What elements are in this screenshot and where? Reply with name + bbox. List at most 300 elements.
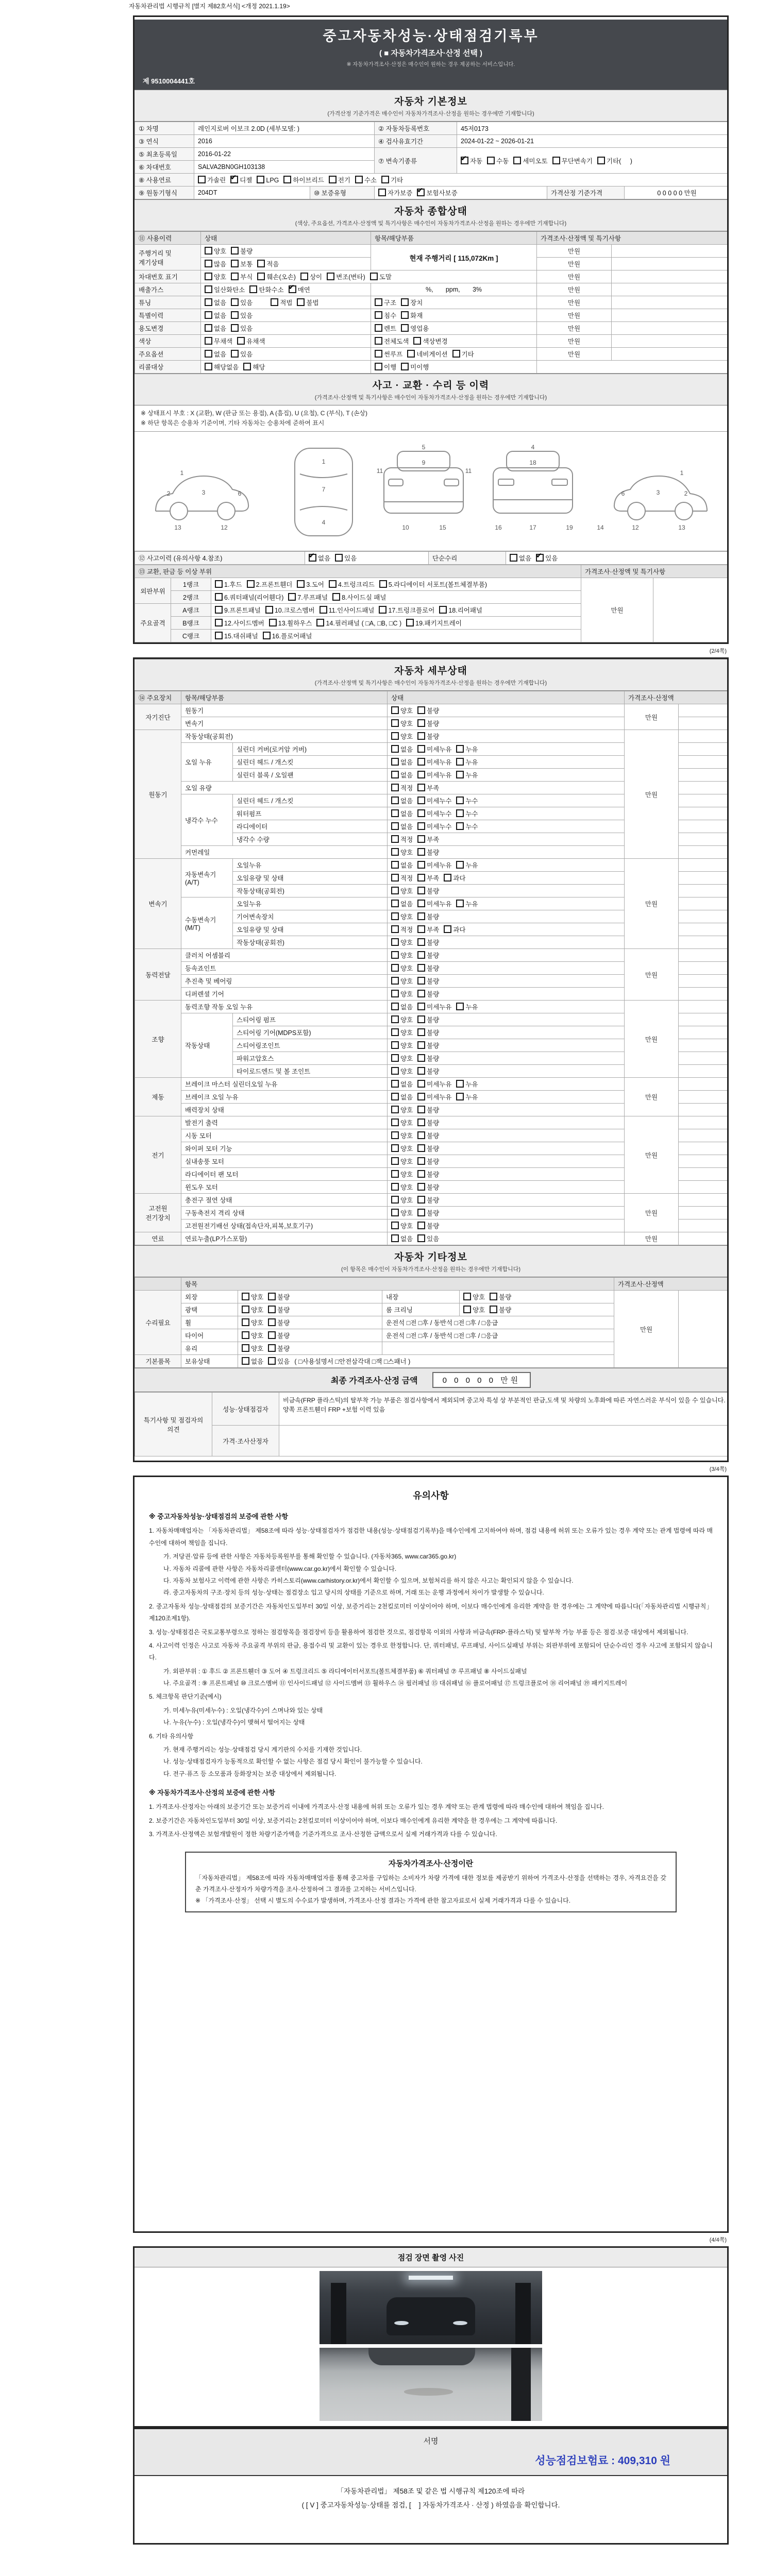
checkbox-option[interactable] xyxy=(391,720,413,727)
checkbox-icon[interactable] xyxy=(391,809,399,817)
checkbox-group[interactable] xyxy=(201,283,371,296)
checkbox-icon[interactable] xyxy=(391,1067,399,1075)
checkbox-icon[interactable] xyxy=(456,1080,464,1088)
checkbox-option[interactable] xyxy=(391,1235,413,1243)
checkbox-option[interactable] xyxy=(417,1132,439,1140)
checkbox-option[interactable] xyxy=(268,1332,290,1340)
checkbox-option[interactable] xyxy=(417,991,439,998)
checkbox-icon[interactable] xyxy=(417,809,425,817)
checkbox-icon[interactable] xyxy=(205,273,212,280)
checkbox-icon[interactable] xyxy=(243,363,251,370)
checkbox-icon[interactable] xyxy=(417,1080,425,1088)
checkbox-option[interactable] xyxy=(417,1210,439,1217)
checkbox-option[interactable] xyxy=(205,338,232,345)
checkbox-icon[interactable] xyxy=(375,324,382,332)
checkbox-option[interactable] xyxy=(391,707,413,715)
checkbox-icon[interactable] xyxy=(242,1318,249,1326)
checkbox-icon[interactable] xyxy=(391,784,399,791)
checkbox-icon[interactable] xyxy=(257,176,264,183)
checkbox-option[interactable] xyxy=(417,759,451,766)
checkbox-icon[interactable] xyxy=(297,298,305,306)
checkbox-icon[interactable] xyxy=(513,157,521,164)
checkbox-option[interactable] xyxy=(257,261,279,268)
checkbox-icon[interactable] xyxy=(231,298,239,306)
checkbox-option[interactable] xyxy=(205,261,226,268)
checkbox-icon[interactable] xyxy=(417,758,425,766)
checkbox-option[interactable] xyxy=(231,351,253,358)
checkbox-option[interactable] xyxy=(378,190,412,197)
checkbox-checked-icon[interactable] xyxy=(536,554,544,562)
checkbox-option[interactable] xyxy=(444,926,465,934)
checkbox-option[interactable] xyxy=(417,926,439,934)
checkbox-group[interactable] xyxy=(388,1116,625,1129)
checkbox-group[interactable] xyxy=(388,897,625,910)
checkbox-icon[interactable] xyxy=(456,900,464,907)
checkbox-icon[interactable] xyxy=(417,1183,425,1191)
checkbox-group[interactable] xyxy=(388,1052,625,1065)
checkbox-option[interactable] xyxy=(417,1068,439,1075)
checkbox-option[interactable] xyxy=(456,1081,478,1088)
checkbox-icon[interactable] xyxy=(297,580,305,588)
checkbox-icon[interactable] xyxy=(417,771,425,778)
checkbox-group[interactable] xyxy=(238,1355,614,1368)
checkbox-icon[interactable] xyxy=(375,298,382,306)
checkbox-option[interactable] xyxy=(268,1358,290,1365)
checkbox-option[interactable] xyxy=(463,1307,485,1314)
checkbox-icon[interactable] xyxy=(375,337,382,345)
checkbox-icon[interactable] xyxy=(417,719,425,727)
checkbox-icon[interactable] xyxy=(242,1306,249,1313)
checkbox-icon[interactable] xyxy=(391,912,399,920)
checkbox-option[interactable] xyxy=(391,759,413,766)
checkbox-icon[interactable] xyxy=(463,1293,471,1300)
checkbox-option[interactable] xyxy=(439,607,482,614)
checkbox-option[interactable] xyxy=(265,607,315,614)
checkbox-option[interactable] xyxy=(406,620,462,627)
checkbox-option[interactable] xyxy=(417,733,439,740)
checkbox-option[interactable] xyxy=(320,607,375,614)
checkbox-icon[interactable] xyxy=(391,1041,399,1049)
checkbox-group[interactable] xyxy=(388,1026,625,1039)
checkbox-icon[interactable] xyxy=(268,1306,276,1313)
checkbox-icon[interactable] xyxy=(391,1106,399,1113)
checkbox-icon[interactable] xyxy=(355,176,363,183)
checkbox-option[interactable] xyxy=(257,274,296,281)
checkbox-icon[interactable] xyxy=(375,311,382,319)
checkbox-group[interactable] xyxy=(388,1078,625,1091)
checkbox-option[interactable] xyxy=(391,1171,413,1178)
checkbox-icon[interactable] xyxy=(215,632,223,639)
checkbox-group[interactable] xyxy=(388,769,625,782)
checkbox-icon[interactable] xyxy=(417,977,425,985)
checkbox-group[interactable] xyxy=(201,348,371,361)
checkbox-option[interactable] xyxy=(231,261,253,268)
checkbox-option[interactable] xyxy=(391,1120,413,1127)
checkbox-group[interactable] xyxy=(238,1291,382,1303)
checkbox-group[interactable] xyxy=(388,833,625,846)
checkbox-option[interactable] xyxy=(379,581,487,588)
checkbox-icon[interactable] xyxy=(263,632,271,639)
checkbox-option[interactable] xyxy=(391,1068,413,1075)
checkbox-icon[interactable] xyxy=(231,324,239,332)
checkbox-icon[interactable] xyxy=(391,1131,399,1139)
checkbox-icon[interactable] xyxy=(283,176,291,183)
checkbox-option[interactable] xyxy=(417,785,439,792)
checkbox-option[interactable] xyxy=(355,177,377,184)
checkbox-icon[interactable] xyxy=(417,745,425,753)
checkbox-icon[interactable] xyxy=(391,848,399,856)
checkbox-icon[interactable] xyxy=(231,247,239,255)
checkbox-option[interactable] xyxy=(268,1294,290,1301)
checkbox-icon[interactable] xyxy=(417,900,425,907)
checkbox-option[interactable] xyxy=(243,364,265,371)
checkbox-icon[interactable] xyxy=(417,822,425,830)
checkbox-option[interactable] xyxy=(283,177,324,184)
checkbox-option[interactable] xyxy=(391,862,413,869)
checkbox-icon[interactable] xyxy=(205,285,212,293)
checkbox-option[interactable] xyxy=(269,620,312,627)
checkbox-group[interactable] xyxy=(506,552,729,565)
checkbox-icon[interactable] xyxy=(413,337,421,345)
checkbox-option[interactable] xyxy=(391,1132,413,1140)
checkbox-group[interactable] xyxy=(388,1013,625,1026)
checkbox-option[interactable] xyxy=(242,1319,263,1327)
checkbox-option[interactable] xyxy=(417,720,439,727)
checkbox-icon[interactable] xyxy=(257,273,265,280)
checkbox-option[interactable] xyxy=(375,338,409,345)
checkbox-group[interactable] xyxy=(388,949,625,962)
checkbox-option[interactable] xyxy=(417,1171,439,1178)
checkbox-icon[interactable] xyxy=(401,363,409,370)
checkbox-option[interactable] xyxy=(417,1016,439,1024)
checkbox-icon[interactable] xyxy=(391,1170,399,1178)
checkbox-group[interactable] xyxy=(211,578,581,591)
checkbox-option[interactable] xyxy=(391,888,413,895)
checkbox-group[interactable] xyxy=(201,245,371,258)
checkbox-option[interactable] xyxy=(381,177,403,184)
checkbox-option[interactable] xyxy=(391,1081,413,1088)
checkbox-checked-icon[interactable] xyxy=(417,189,425,196)
checkbox-group[interactable] xyxy=(388,1207,625,1219)
checkbox-icon[interactable] xyxy=(205,363,212,370)
checkbox-option[interactable] xyxy=(391,733,413,740)
checkbox-icon[interactable] xyxy=(417,938,425,946)
checkbox-option[interactable] xyxy=(205,274,226,281)
checkbox-group[interactable] xyxy=(388,782,625,794)
checkbox-option[interactable] xyxy=(242,1294,263,1301)
checkbox-option[interactable] xyxy=(247,581,293,588)
checkbox-option[interactable] xyxy=(391,1016,413,1024)
checkbox-option[interactable] xyxy=(456,746,478,753)
checkbox-group[interactable] xyxy=(388,730,625,743)
checkbox-option[interactable] xyxy=(391,772,413,779)
checkbox-icon[interactable] xyxy=(391,1157,399,1165)
checkbox-icon[interactable] xyxy=(417,1144,425,1152)
checkbox-icon[interactable] xyxy=(391,990,399,997)
checkbox-group[interactable] xyxy=(238,1303,382,1316)
checkbox-option[interactable] xyxy=(417,849,439,856)
checkbox-group[interactable] xyxy=(371,322,537,335)
checkbox-option[interactable] xyxy=(205,364,239,371)
checkbox-option[interactable] xyxy=(198,177,226,184)
checkbox-group[interactable] xyxy=(388,1232,625,1245)
checkbox-option[interactable] xyxy=(417,1235,439,1243)
checkbox-option[interactable] xyxy=(401,299,423,307)
checkbox-icon[interactable] xyxy=(215,619,223,626)
checkbox-icon[interactable] xyxy=(215,606,223,614)
checkbox-option[interactable] xyxy=(463,1294,485,1301)
checkbox-option[interactable] xyxy=(335,555,357,562)
checkbox-option[interactable] xyxy=(309,555,330,562)
checkbox-icon[interactable] xyxy=(320,606,327,614)
checkbox-option[interactable] xyxy=(391,836,413,843)
checkbox-checked-icon[interactable] xyxy=(289,285,296,293)
checkbox-group[interactable] xyxy=(457,148,729,174)
checkbox-icon[interactable] xyxy=(417,925,425,933)
checkbox-icon[interactable] xyxy=(417,1003,425,1010)
checkbox-icon[interactable] xyxy=(417,887,425,894)
checkbox-group[interactable] xyxy=(238,1342,382,1355)
checkbox-icon[interactable] xyxy=(391,1183,399,1191)
checkbox-icon[interactable] xyxy=(231,260,239,267)
checkbox-group[interactable] xyxy=(388,1219,625,1232)
checkbox-option[interactable] xyxy=(391,785,413,792)
checkbox-icon[interactable] xyxy=(257,260,265,267)
checkbox-icon[interactable] xyxy=(391,1003,399,1010)
checkbox-icon[interactable] xyxy=(391,1209,399,1216)
checkbox-icon[interactable] xyxy=(417,874,425,882)
checkbox-icon[interactable] xyxy=(417,796,425,804)
checkbox-option[interactable] xyxy=(597,158,632,165)
checkbox-icon[interactable] xyxy=(205,247,212,255)
checkbox-group[interactable] xyxy=(388,1168,625,1181)
checkbox-group[interactable] xyxy=(371,361,537,374)
checkbox-icon[interactable] xyxy=(391,887,399,894)
checkbox-option[interactable] xyxy=(391,926,413,934)
checkbox-option[interactable] xyxy=(417,952,439,959)
checkbox-icon[interactable] xyxy=(231,350,239,358)
checkbox-option[interactable] xyxy=(300,274,322,281)
checkbox-option[interactable] xyxy=(231,325,253,332)
checkbox-option[interactable] xyxy=(417,1029,439,1037)
checkbox-option[interactable] xyxy=(510,555,531,562)
checkbox-icon[interactable] xyxy=(417,951,425,959)
checkbox-group[interactable] xyxy=(388,704,625,717)
checkbox-icon[interactable] xyxy=(401,324,409,332)
checkbox-option[interactable] xyxy=(231,312,253,319)
checkbox-icon[interactable] xyxy=(417,784,425,791)
checkbox-option[interactable] xyxy=(332,594,386,601)
checkbox-icon[interactable] xyxy=(456,861,464,869)
checkbox-group[interactable] xyxy=(201,361,371,374)
checkbox-option[interactable] xyxy=(391,991,413,998)
checkbox-group[interactable] xyxy=(460,1303,614,1316)
checkbox-option[interactable] xyxy=(417,772,451,779)
checkbox-group[interactable] xyxy=(388,1039,625,1052)
checkbox-option[interactable] xyxy=(297,581,324,588)
checkbox-icon[interactable] xyxy=(444,874,451,882)
checkbox-option[interactable] xyxy=(391,952,413,959)
checkbox-icon[interactable] xyxy=(242,1357,249,1365)
checkbox-option[interactable] xyxy=(417,965,439,972)
checkbox-option[interactable] xyxy=(417,1081,451,1088)
checkbox-icon[interactable] xyxy=(417,1157,425,1165)
checkbox-group[interactable] xyxy=(211,617,581,630)
checkbox-icon[interactable] xyxy=(391,732,399,740)
checkbox-icon[interactable] xyxy=(268,1293,276,1300)
checkbox-option[interactable] xyxy=(552,158,593,165)
checkbox-option[interactable] xyxy=(417,913,439,921)
checkbox-icon[interactable] xyxy=(401,298,409,306)
checkbox-group[interactable] xyxy=(388,885,625,897)
checkbox-option[interactable] xyxy=(417,190,457,197)
checkbox-option[interactable] xyxy=(401,364,429,371)
checkbox-checked-icon[interactable] xyxy=(309,554,316,562)
checkbox-group[interactable] xyxy=(371,296,537,309)
checkbox-option[interactable] xyxy=(375,312,396,319)
checkbox-icon[interactable] xyxy=(198,176,206,183)
checkbox-option[interactable] xyxy=(391,978,413,985)
checkbox-icon[interactable] xyxy=(490,1306,497,1313)
checkbox-option[interactable] xyxy=(417,1184,439,1191)
checkbox-option[interactable] xyxy=(288,594,328,601)
checkbox-icon[interactable] xyxy=(417,990,425,997)
checkbox-option[interactable] xyxy=(401,312,423,319)
checkbox-option[interactable] xyxy=(452,351,474,358)
checkbox-option[interactable] xyxy=(391,823,413,831)
checkbox-option[interactable] xyxy=(375,325,396,332)
checkbox-option[interactable] xyxy=(417,888,439,895)
checkbox-icon[interactable] xyxy=(391,964,399,972)
checkbox-option[interactable] xyxy=(263,633,312,640)
checkbox-group[interactable] xyxy=(388,743,625,756)
checkbox-icon[interactable] xyxy=(205,260,212,267)
checkbox-option[interactable] xyxy=(316,620,401,627)
checkbox-icon[interactable] xyxy=(417,848,425,856)
checkbox-icon[interactable] xyxy=(329,580,337,588)
checkbox-group[interactable] xyxy=(201,258,371,270)
checkbox-group[interactable] xyxy=(388,1155,625,1168)
checkbox-icon[interactable] xyxy=(247,580,255,588)
checkbox-option[interactable] xyxy=(289,286,310,294)
checkbox-group[interactable] xyxy=(211,630,581,642)
checkbox-icon[interactable] xyxy=(231,311,239,319)
checkbox-option[interactable] xyxy=(242,1307,263,1314)
checkbox-group[interactable] xyxy=(388,1129,625,1142)
checkbox-option[interactable] xyxy=(391,1107,413,1114)
checkbox-icon[interactable] xyxy=(417,1041,425,1049)
checkbox-option[interactable] xyxy=(268,1307,290,1314)
checkbox-icon[interactable] xyxy=(452,350,460,358)
checkbox-option[interactable] xyxy=(417,798,451,805)
checkbox-icon[interactable] xyxy=(379,606,386,614)
checkbox-icon[interactable] xyxy=(242,1344,249,1352)
checkbox-option[interactable] xyxy=(375,299,396,307)
checkbox-group[interactable] xyxy=(201,296,371,309)
checkbox-icon[interactable] xyxy=(375,363,382,370)
checkbox-option[interactable] xyxy=(242,1358,263,1365)
checkbox-group[interactable] xyxy=(371,348,537,361)
checkbox-option[interactable] xyxy=(205,312,226,319)
checkbox-option[interactable] xyxy=(215,607,261,614)
checkbox-icon[interactable] xyxy=(417,964,425,972)
checkbox-option[interactable] xyxy=(456,798,478,805)
checkbox-icon[interactable] xyxy=(205,311,212,319)
checkbox-option[interactable] xyxy=(417,746,451,753)
checkbox-group[interactable] xyxy=(388,794,625,807)
checkbox-icon[interactable] xyxy=(300,273,308,280)
checkbox-option[interactable] xyxy=(391,965,413,972)
checkbox-option[interactable] xyxy=(456,1004,478,1011)
checkbox-icon[interactable] xyxy=(288,593,296,601)
checkbox-group[interactable] xyxy=(460,1291,614,1303)
checkbox-icon[interactable] xyxy=(417,706,425,714)
checkbox-option[interactable] xyxy=(215,594,283,601)
checkbox-option[interactable] xyxy=(327,274,365,281)
checkbox-option[interactable] xyxy=(268,1345,290,1352)
checkbox-icon[interactable] xyxy=(391,874,399,882)
checkbox-icon[interactable] xyxy=(597,157,605,164)
checkbox-icon[interactable] xyxy=(552,157,560,164)
checkbox-group[interactable] xyxy=(388,923,625,936)
checkbox-checked-icon[interactable] xyxy=(230,176,238,183)
checkbox-option[interactable] xyxy=(237,338,265,345)
checkbox-icon[interactable] xyxy=(391,951,399,959)
checkbox-group[interactable] xyxy=(388,859,625,872)
checkbox-icon[interactable] xyxy=(456,758,464,766)
checkbox-icon[interactable] xyxy=(391,925,399,933)
checkbox-icon[interactable] xyxy=(417,1131,425,1139)
checkbox-option[interactable] xyxy=(417,978,439,985)
checkbox-icon[interactable] xyxy=(391,861,399,869)
checkbox-icon[interactable] xyxy=(391,938,399,946)
checkbox-option[interactable] xyxy=(490,1294,511,1301)
checkbox-icon[interactable] xyxy=(215,580,223,588)
checkbox-option[interactable] xyxy=(375,351,402,358)
checkbox-group[interactable] xyxy=(388,872,625,885)
checkbox-option[interactable] xyxy=(231,248,253,255)
checkbox-group[interactable] xyxy=(388,962,625,975)
checkbox-icon[interactable] xyxy=(417,1093,425,1100)
checkbox-icon[interactable] xyxy=(456,796,464,804)
checkbox-icon[interactable] xyxy=(391,977,399,985)
checkbox-icon[interactable] xyxy=(391,706,399,714)
checkbox-group[interactable] xyxy=(305,552,429,565)
checkbox-group[interactable] xyxy=(371,335,537,348)
checkbox-icon[interactable] xyxy=(215,593,223,601)
checkbox-group[interactable] xyxy=(388,756,625,769)
checkbox-icon[interactable] xyxy=(456,1093,464,1100)
checkbox-icon[interactable] xyxy=(242,1331,249,1339)
checkbox-icon[interactable] xyxy=(329,176,337,183)
checkbox-icon[interactable] xyxy=(231,273,239,280)
checkbox-group[interactable] xyxy=(388,1181,625,1194)
checkbox-option[interactable] xyxy=(205,248,226,255)
checkbox-icon[interactable] xyxy=(391,719,399,727)
checkbox-option[interactable] xyxy=(268,1319,290,1327)
checkbox-icon[interactable] xyxy=(205,350,212,358)
checkbox-option[interactable] xyxy=(242,1345,263,1352)
checkbox-option[interactable] xyxy=(417,1042,439,1049)
checkbox-icon[interactable] xyxy=(417,1209,425,1216)
checkbox-icon[interactable] xyxy=(378,189,386,196)
checkbox-option[interactable] xyxy=(257,177,279,184)
checkbox-group[interactable] xyxy=(201,335,371,348)
checkbox-icon[interactable] xyxy=(487,157,495,164)
checkbox-icon[interactable] xyxy=(391,1054,399,1062)
checkbox-icon[interactable] xyxy=(391,1080,399,1088)
checkbox-group[interactable] xyxy=(388,717,625,730)
